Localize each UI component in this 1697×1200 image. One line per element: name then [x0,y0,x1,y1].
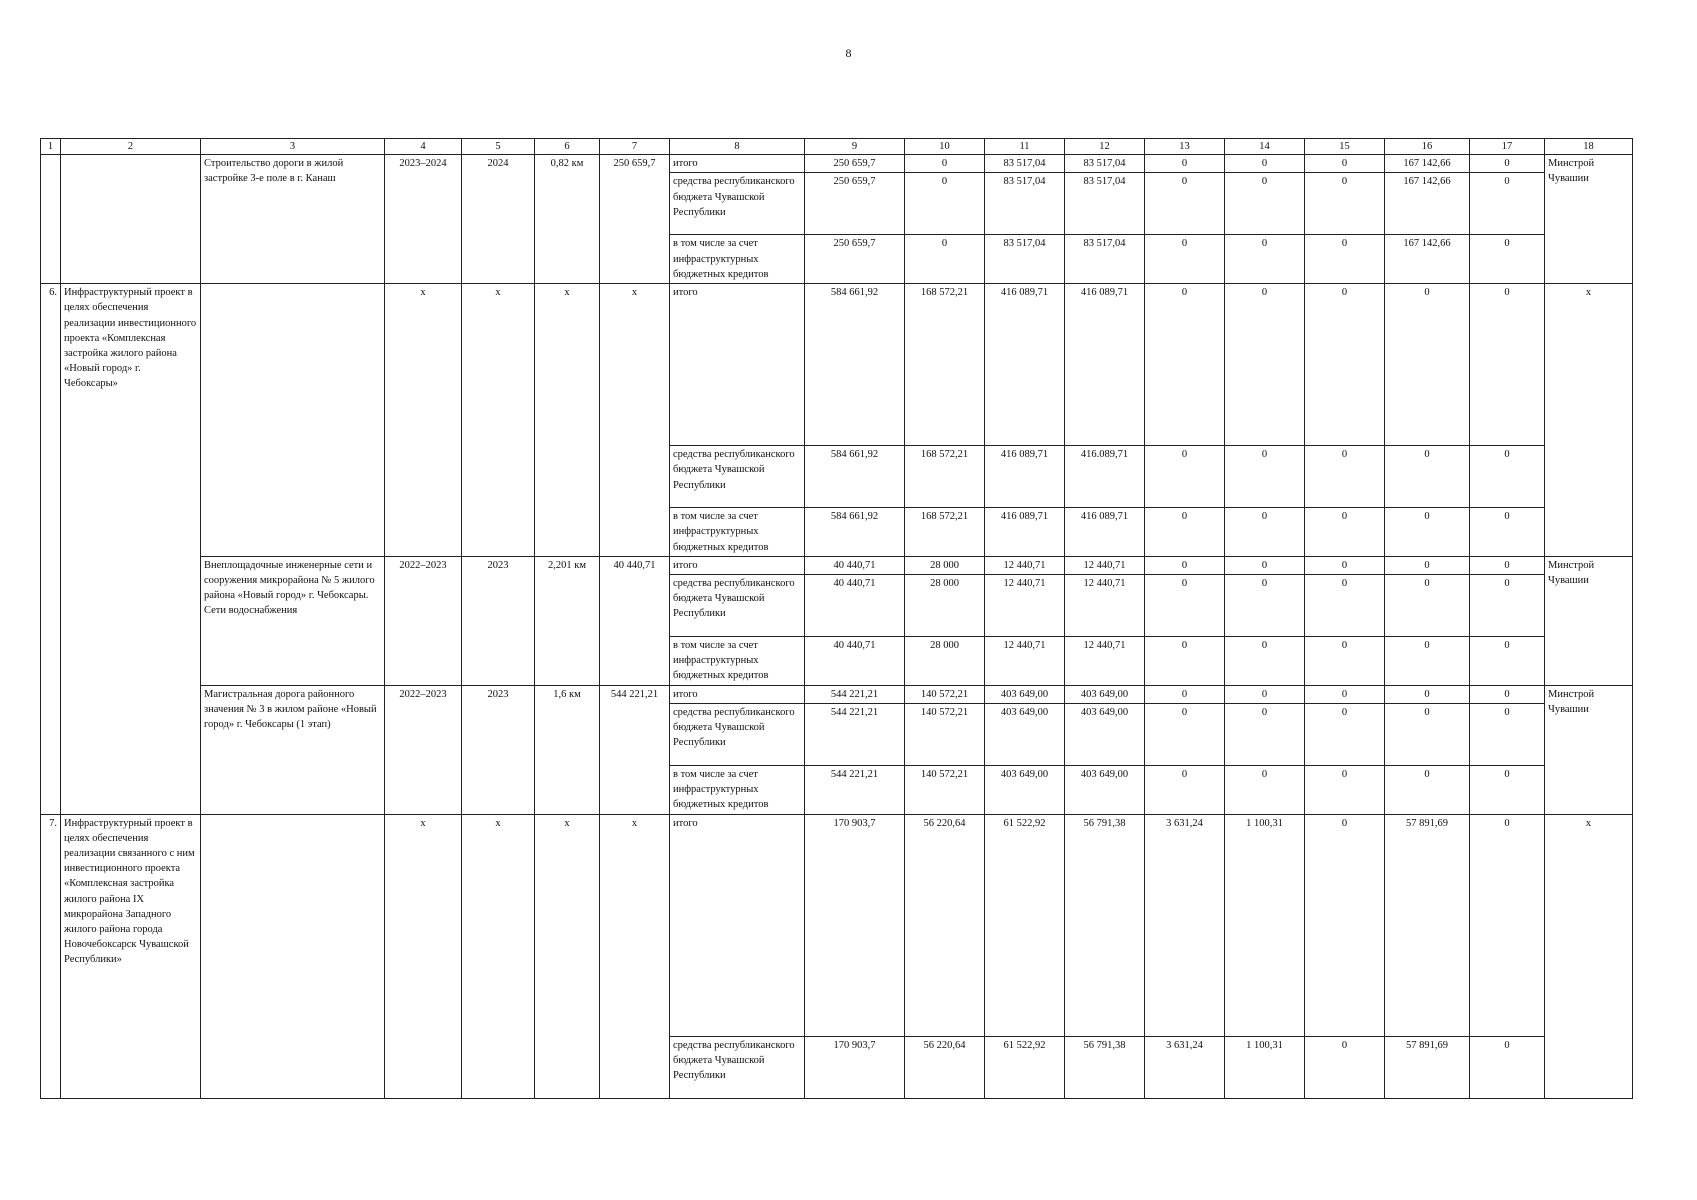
object-name: Внеплощадочные инженерные сети и сооружения микрорайона № 5 жилого района «Новый город» г. Чебоксары. Сети водоснабжения [201,556,385,685]
value-cell: 0 [1385,574,1470,636]
value-cell: 140 572,21 [905,703,985,765]
commissioning-year: 2023 [462,685,535,814]
value-cell: 140 572,21 [905,765,985,814]
funding-source-label: итого [670,155,805,173]
value-cell: 0 [1305,765,1385,814]
value-cell: 0 [1470,284,1545,446]
value-cell: 167 142,66 [1385,155,1470,173]
value-cell: 0 [905,155,985,173]
value-cell: 0 [1385,636,1470,685]
value-cell: 83 517,04 [1065,173,1145,235]
capacity: 2,201 км [535,556,600,685]
value-cell: 56 791,38 [1065,1036,1145,1098]
value-cell: 0 [1225,574,1305,636]
value-cell: 12 440,71 [985,636,1065,685]
value-cell: 0 [1145,556,1225,574]
value-cell: 0 [1305,814,1385,1036]
value-cell: 0 [1225,703,1305,765]
funding-source-label: средства республиканского бюджета Чувашской Республики [670,703,805,765]
column-number: 18 [1545,139,1633,155]
value-cell: 0 [1305,703,1385,765]
value-cell: 0 [1470,1036,1545,1098]
funding-source-label: итого [670,556,805,574]
value-cell: 416 089,71 [985,446,1065,508]
funding-source-label: итого [670,814,805,1036]
value-cell: 0 [1305,636,1385,685]
value-cell: 0 [1305,508,1385,557]
value-cell: 584 661,92 [805,446,905,508]
value-cell: 403 649,00 [1065,765,1145,814]
implementation-period: x [385,284,462,557]
value-cell: 0 [1385,284,1470,446]
value-cell: 12 440,71 [1065,636,1145,685]
value-cell: 0 [1305,155,1385,173]
value-cell: 403 649,00 [985,685,1065,703]
funding-source-label: средства республиканского бюджета Чувашской Республики [670,574,805,636]
column-number: 10 [905,139,985,155]
column-number: 12 [1065,139,1145,155]
value-cell: 3 631,24 [1145,814,1225,1036]
value-cell: 0 [1225,508,1305,557]
value-cell: 544 221,21 [805,685,905,703]
value-cell: 0 [1225,446,1305,508]
implementation-period: x [385,814,462,1098]
funding-source-label: итого [670,284,805,446]
value-cell: 28 000 [905,574,985,636]
value-cell: 0 [1145,446,1225,508]
value-cell: 3 631,24 [1145,1036,1225,1098]
column-number: 8 [670,139,805,155]
value-cell: 0 [1225,284,1305,446]
value-cell: 12 440,71 [985,556,1065,574]
value-cell: 0 [905,235,985,284]
column-number: 17 [1470,139,1545,155]
column-number: 14 [1225,139,1305,155]
value-cell: 28 000 [905,556,985,574]
project-name: Инфраструктурный проект в целях обеспечения реализации инвестиционного проекта «Комплексная застройка жилого района «Новый город» г. Чебоксары» [61,284,201,814]
executor: Минстрой Чувашии [1545,155,1633,284]
column-number: 9 [805,139,905,155]
value-cell: 0 [1470,446,1545,508]
value-cell: 0 [1470,235,1545,284]
column-number: 13 [1145,139,1225,155]
funding-source-label: в том числе за счет инфраструктурных бюджетных кредитов [670,508,805,557]
funding-source-label: средства республиканского бюджета Чувашской Республики [670,1036,805,1098]
value-cell: 0 [1145,235,1225,284]
value-cell: 1 100,31 [1225,814,1305,1036]
estimated-cost: x [600,814,670,1098]
value-cell: 0 [1385,556,1470,574]
value-cell: 0 [1470,556,1545,574]
value-cell: 0 [1470,814,1545,1036]
value-cell: 0 [1225,765,1305,814]
value-cell: 250 659,7 [805,235,905,284]
funding-source-label: в том числе за счет инфраструктурных бюджетных кредитов [670,765,805,814]
value-cell: 0 [1305,446,1385,508]
value-cell: 416.089,71 [1065,446,1145,508]
table-row [41,155,1633,173]
value-cell: 56 220,64 [905,1036,985,1098]
column-number: 7 [600,139,670,155]
value-cell: 0 [1225,685,1305,703]
value-cell: 167 142,66 [1385,173,1470,235]
value-cell: 250 659,7 [805,155,905,173]
value-cell: 0 [1145,155,1225,173]
implementation-period: 2023–2024 [385,155,462,284]
value-cell: 170 903,7 [805,814,905,1036]
value-cell: 0 [1470,685,1545,703]
value-cell: 403 649,00 [1065,703,1145,765]
value-cell: 0 [1470,765,1545,814]
value-cell: 83 517,04 [985,173,1065,235]
project-name-cell [61,155,201,284]
estimated-cost: 40 440,71 [600,556,670,685]
value-cell: 12 440,71 [1065,556,1145,574]
object-name-cell [201,284,385,557]
value-cell: 167 142,66 [1385,235,1470,284]
commissioning-year: x [462,284,535,557]
executor: Минстрой Чувашии [1545,685,1633,814]
value-cell: 416 089,71 [1065,508,1145,557]
value-cell: 57 891,69 [1385,1036,1470,1098]
value-cell: 0 [1470,703,1545,765]
value-cell: 416 089,71 [985,284,1065,446]
executor: x [1545,814,1633,1098]
value-cell: 57 891,69 [1385,814,1470,1036]
value-cell: 0 [1145,284,1225,446]
funding-source-label: средства республиканского бюджета Чувашской Республики [670,446,805,508]
value-cell: 0 [1225,155,1305,173]
value-cell: 0 [1385,685,1470,703]
value-cell: 0 [1145,173,1225,235]
executor: Минстрой Чувашии [1545,556,1633,685]
capacity: 1,6 км [535,685,600,814]
value-cell: 168 572,21 [905,446,985,508]
funding-source-label: средства республиканского бюджета Чувашской Республики [670,173,805,235]
value-cell: 83 517,04 [985,155,1065,173]
row-index: 6. [41,284,61,814]
value-cell: 83 517,04 [985,235,1065,284]
value-cell: 0 [1145,685,1225,703]
column-number: 4 [385,139,462,155]
implementation-period: 2022–2023 [385,556,462,685]
value-cell: 0 [1305,173,1385,235]
value-cell: 1 100,31 [1225,1036,1305,1098]
value-cell: 56 791,38 [1065,814,1145,1036]
value-cell: 0 [1225,556,1305,574]
value-cell: 0 [1305,556,1385,574]
value-cell: 0 [1385,703,1470,765]
estimated-cost: x [600,284,670,557]
column-number: 11 [985,139,1065,155]
commissioning-year: x [462,814,535,1098]
value-cell: 0 [1385,508,1470,557]
value-cell: 403 649,00 [1065,685,1145,703]
value-cell: 0 [1145,765,1225,814]
column-number: 2 [61,139,201,155]
column-number: 3 [201,139,385,155]
executor: x [1545,284,1633,557]
value-cell: 0 [1305,685,1385,703]
commissioning-year: 2023 [462,556,535,685]
object-name-cell [201,814,385,1098]
project-name: Инфраструктурный проект в целях обеспечения реализации связанного с ним инвестиционного проекта «Комплексная застройка жилого района IX микрорайона Западного жилого района города Новочебоксарск Чувашской Республики» [61,814,201,1098]
value-cell: 0 [905,173,985,235]
page-number: 8 [845,46,852,60]
value-cell: 0 [1385,446,1470,508]
implementation-period: 2022–2023 [385,685,462,814]
value-cell: 0 [1145,574,1225,636]
value-cell: 0 [1225,173,1305,235]
value-cell: 0 [1305,1036,1385,1098]
value-cell: 168 572,21 [905,508,985,557]
value-cell: 0 [1145,508,1225,557]
value-cell: 61 522,92 [985,1036,1065,1098]
value-cell: 0 [1305,574,1385,636]
column-number-row [41,139,1633,155]
row-index-cell [41,155,61,284]
value-cell: 12 440,71 [1065,574,1145,636]
value-cell: 0 [1470,508,1545,557]
value-cell: 544 221,21 [805,703,905,765]
value-cell: 56 220,64 [905,814,985,1036]
value-cell: 83 517,04 [1065,155,1145,173]
capacity: x [535,814,600,1098]
value-cell: 140 572,21 [905,685,985,703]
row-index: 7. [41,814,61,1098]
funding-source-label: в том числе за счет инфраструктурных бюджетных кредитов [670,235,805,284]
column-number: 1 [41,139,61,155]
value-cell: 584 661,92 [805,284,905,446]
value-cell: 12 440,71 [985,574,1065,636]
value-cell: 416 089,71 [1065,284,1145,446]
column-number: 15 [1305,139,1385,155]
value-cell: 0 [1470,173,1545,235]
value-cell: 0 [1470,574,1545,636]
value-cell: 0 [1470,636,1545,685]
commissioning-year: 2024 [462,155,535,284]
object-name: Строительство дороги в жилой застройке 3-е поле в г. Канаш [201,155,385,284]
value-cell: 250 659,7 [805,173,905,235]
estimated-cost: 544 221,21 [600,685,670,814]
value-cell: 403 649,00 [985,703,1065,765]
table-row [41,814,1633,1036]
value-cell: 61 522,92 [985,814,1065,1036]
value-cell: 416 089,71 [985,508,1065,557]
value-cell: 403 649,00 [985,765,1065,814]
object-name: Магистральная дорога районного значения № 3 в жилом районе «Новый город» г. Чебоксары (1 этап) [201,685,385,814]
value-cell: 28 000 [905,636,985,685]
value-cell: 0 [1470,155,1545,173]
funding-table [40,138,1633,1099]
funding-source-label: в том числе за счет инфраструктурных бюджетных кредитов [670,636,805,685]
value-cell: 584 661,92 [805,508,905,557]
value-cell: 40 440,71 [805,556,905,574]
value-cell: 0 [1145,703,1225,765]
table-row [41,556,1633,574]
value-cell: 40 440,71 [805,574,905,636]
value-cell: 0 [1305,284,1385,446]
value-cell: 83 517,04 [1065,235,1145,284]
table-row [41,284,1633,446]
value-cell: 0 [1305,235,1385,284]
capacity: 0,82 км [535,155,600,284]
funding-source-label: итого [670,685,805,703]
capacity: x [535,284,600,557]
column-number: 5 [462,139,535,155]
value-cell: 0 [1385,765,1470,814]
value-cell: 0 [1145,636,1225,685]
value-cell: 170 903,7 [805,1036,905,1098]
column-number: 6 [535,139,600,155]
value-cell: 0 [1225,636,1305,685]
value-cell: 168 572,21 [905,284,985,446]
value-cell: 40 440,71 [805,636,905,685]
column-number: 16 [1385,139,1470,155]
value-cell: 544 221,21 [805,765,905,814]
table-row [41,685,1633,703]
estimated-cost: 250 659,7 [600,155,670,284]
value-cell: 0 [1225,235,1305,284]
